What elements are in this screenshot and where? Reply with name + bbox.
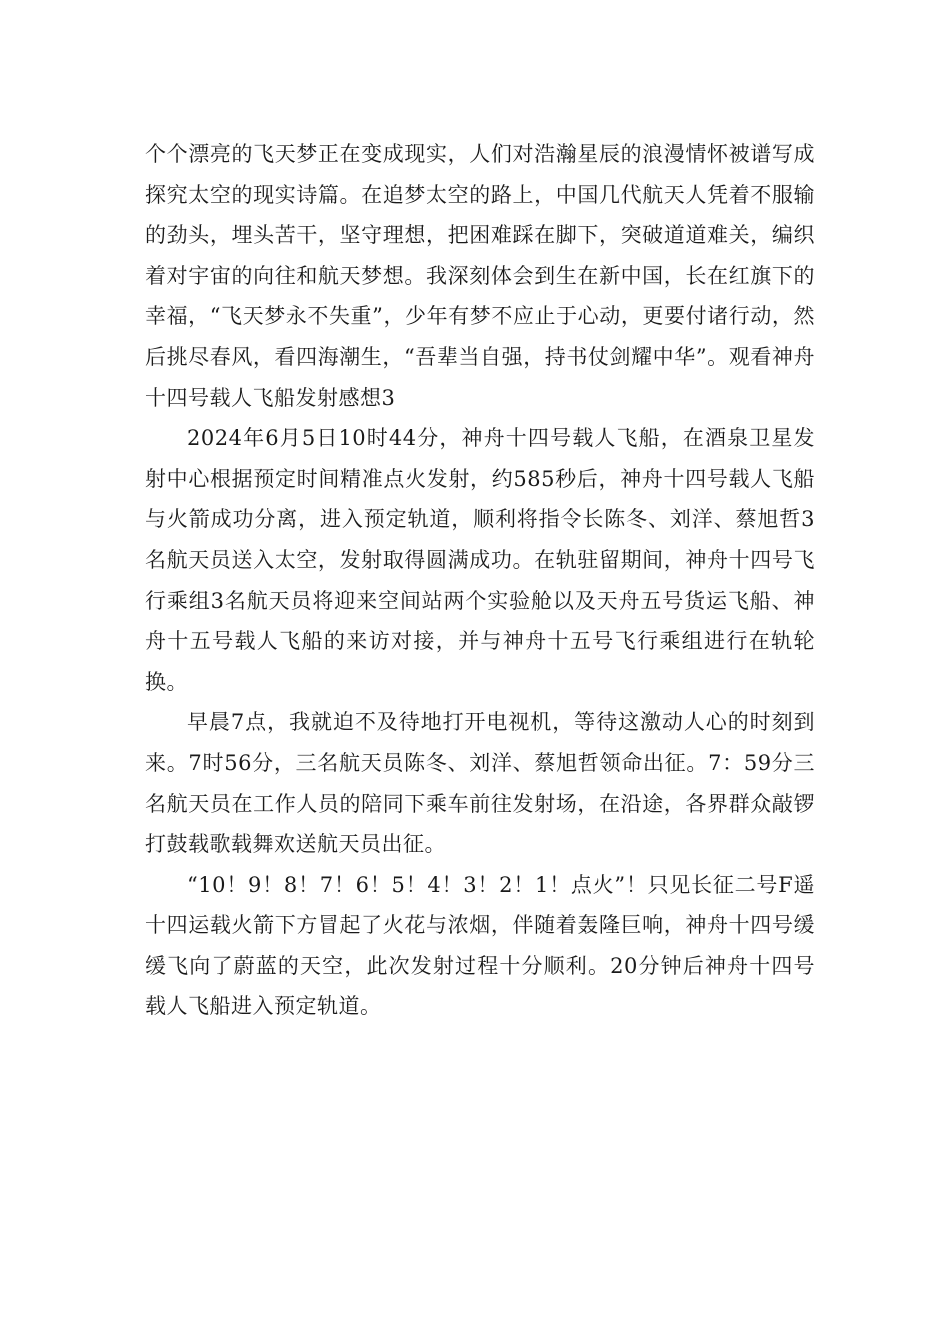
paragraph-launch-report: 2024年6月5日10时44分，神舟十四号载人飞船，在酒泉卫星发射中心根据预定时间精准点火发射，约585秒后，神舟十四号载人飞船与火箭成功分离，进入预定轨道，顺利将指令长陈冬、刘洋、蔡旭哲3名航天员送入太空，发射取得圆满成功。在轨驻留期间，神舟十四号飞行乘组3名航天员将迎来空间站两个实验舱以及天舟五号货运飞船、神舟十五号载人飞船的来访对接，并与神舟十五号飞行乘组进行在轨轮换。 <box>145 426 815 694</box>
document-body <box>145 134 815 1027</box>
paragraph-continuation: 个个漂亮的飞天梦正在变成现实，人们对浩瀚星辰的浪漫情怀被谱写成探究太空的现实诗篇。在追梦太空的路上，中国几代航天人凭着不服输的劲头，埋头苦干，坚守理想，把困难踩在脚下，突破道道难关，编织着对宇宙的向往和航天梦想。我深刻体会到生在新中国，长在红旗下的幸福，“飞天梦永不失重”，少年有梦不应止于心动，更要付诸行动，然后挑尽春风，看四海潮生，“吾辈当自强，持书仗剑耀中华”。观看神舟十四号载人飞船发射感想3 <box>145 142 815 410</box>
paragraph-countdown: “10！9！8！7！6！5！4！3！2！1！点火”！只见长征二号F遥十四运载火箭下方冒起了火花与浓烟，伴随着轰隆巨响，神舟十四号缓缓飞向了蔚蓝的天空，此次发射过程十分顺利。20分钟后神舟十四号载人飞船进入预定轨道。 <box>145 872 815 1019</box>
paragraph-morning-watch: 早晨7点，我就迫不及待地打开电视机，等待这激动人心的时刻到来。7时56分，三名航天员陈冬、刘洋、蔡旭哲领命出征。7：59分三名航天员在工作人员的陪同下乘车前往发射场，在沿途，各界群众敲锣打鼓载歌载舞欢送航天员出征。 <box>145 710 815 857</box>
